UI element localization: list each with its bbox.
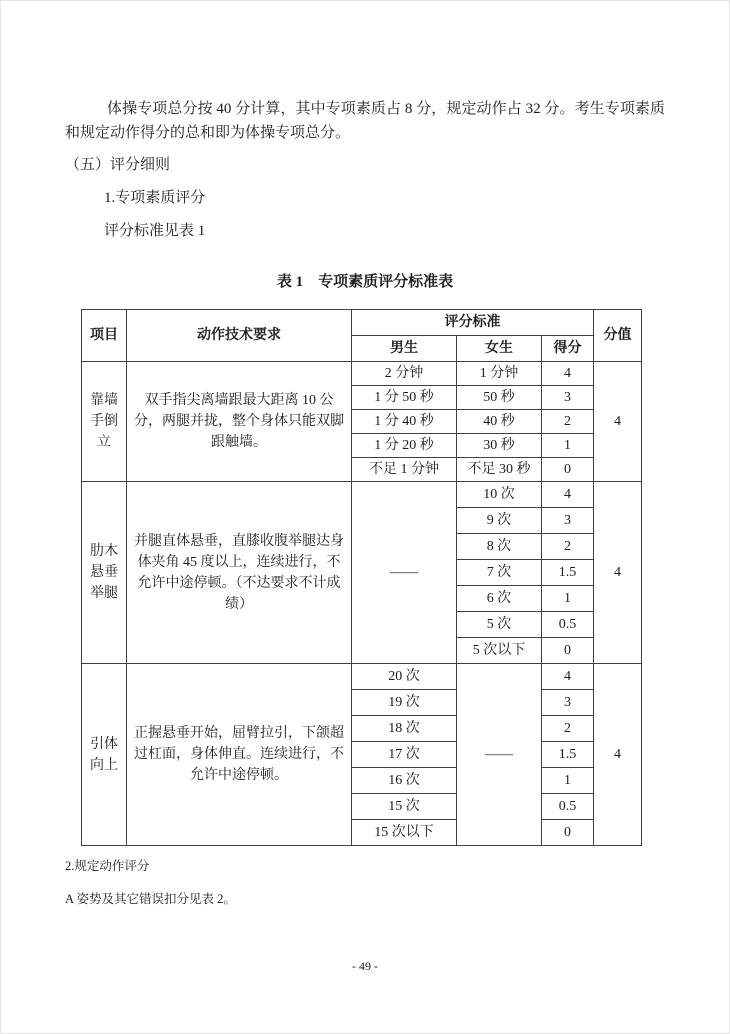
cell-female: 6 次	[457, 586, 542, 612]
footnotes	[65, 858, 665, 907]
cell-female-merged-dash: ——	[457, 664, 542, 846]
cell-score: 0.5	[542, 612, 594, 638]
cell-points: 4	[594, 664, 642, 846]
intro-paragraph: 体操专项总分按 40 分计算，其中专项素质占 8 分，规定动作占 32 分。考生专项素质和规定动作得分的总和即为体操专项总分。	[65, 101, 665, 141]
cell-score: 3	[542, 690, 594, 716]
cell-item: 靠墙手倒立	[82, 362, 127, 482]
cell-female: 7 次	[457, 560, 542, 586]
cell-female: 9 次	[457, 508, 542, 534]
cell-points: 4	[594, 482, 642, 664]
cell-female: 30 秒	[457, 434, 542, 458]
cell-male: 18 次	[352, 716, 457, 742]
cell-score: 0	[542, 638, 594, 664]
cell-male: 1 分 50 秒	[352, 386, 457, 410]
cell-requirement: 正握悬垂开始，屈臂拉引，下颌超过杠面，身体伸直。连续进行，不允许中途停顿。	[127, 664, 352, 846]
cell-female: 10 次	[457, 482, 542, 508]
table-container	[81, 309, 665, 846]
cell-male: 19 次	[352, 690, 457, 716]
cell-points: 4	[594, 362, 642, 482]
scoring-standards-table	[81, 309, 642, 846]
table-row	[82, 362, 642, 386]
cell-male: 16 次	[352, 768, 457, 794]
table-header	[82, 310, 642, 362]
sub-item-1-note: 评分标准见表 1	[104, 223, 206, 239]
sub-item-1: 1.专项素质评分	[104, 190, 206, 206]
cell-score: 3	[542, 386, 594, 410]
cell-score: 1.5	[542, 560, 594, 586]
cell-female: 5 次以下	[457, 638, 542, 664]
cell-score: 4	[542, 362, 594, 386]
cell-female: 8 次	[457, 534, 542, 560]
header-standard: 评分标准	[352, 310, 594, 336]
cell-male: 15 次	[352, 794, 457, 820]
section-wall-handstand	[82, 362, 642, 482]
cell-score: 3	[542, 508, 594, 534]
header-requirement: 动作技术要求	[127, 310, 352, 362]
cell-female: 40 秒	[457, 410, 542, 434]
cell-score: 1	[542, 586, 594, 612]
cell-score: 2	[542, 534, 594, 560]
cell-female: 5 次	[457, 612, 542, 638]
cell-score: 0	[542, 820, 594, 846]
cell-male-merged-dash: ——	[352, 482, 457, 664]
header-score: 得分	[542, 336, 594, 362]
cell-female: 1 分钟	[457, 362, 542, 386]
cell-score: 4	[542, 664, 594, 690]
note-posture-errors: A 姿势及其它错误扣分见表 2。	[65, 892, 236, 906]
cell-requirement: 双手指尖离墙跟最大距离 10 公分，两腿并拢，整个身体只能双脚跟触墙。	[127, 362, 352, 482]
cell-score: 4	[542, 482, 594, 508]
section-heading-five: （五）评分细则	[65, 157, 171, 173]
cell-female: 50 秒	[457, 386, 542, 410]
cell-male: 2 分钟	[352, 362, 457, 386]
cell-score: 0.5	[542, 794, 594, 820]
cell-score: 1	[542, 768, 594, 794]
cell-requirement: 并腿直体悬垂，直膝收腹举腿达身体夹角 45 度以上，连续进行，不允许中途停顿。（不达要求不计成绩）	[127, 482, 352, 664]
cell-item: 肋木悬垂举腿	[82, 482, 127, 664]
table-title: 表 1 专项素质评分标准表	[276, 274, 454, 290]
table-row	[82, 482, 642, 508]
page-number: - 49 -	[352, 959, 378, 973]
header-item: 项目	[82, 310, 127, 362]
cell-score: 2	[542, 716, 594, 742]
note-regulated-actions: 2.规定动作评分	[65, 859, 150, 873]
cell-male: 17 次	[352, 742, 457, 768]
cell-score: 1.5	[542, 742, 594, 768]
cell-score: 0	[542, 458, 594, 482]
header-female: 女生	[457, 336, 542, 362]
cell-male: 15 次以下	[352, 820, 457, 846]
cell-item: 引体向上	[82, 664, 127, 846]
document-content	[1, 1, 729, 907]
section-hanging-leg-raise	[82, 482, 642, 664]
cell-female: 不足 30 秒	[457, 458, 542, 482]
cell-male: 20 次	[352, 664, 457, 690]
header-points: 分值	[594, 310, 642, 362]
cell-male: 1 分 40 秒	[352, 410, 457, 434]
section-pull-ups	[82, 664, 642, 846]
cell-male: 不足 1 分钟	[352, 458, 457, 482]
cell-score: 1	[542, 434, 594, 458]
table-row	[82, 664, 642, 690]
header-male: 男生	[352, 336, 457, 362]
header-row-1	[82, 310, 642, 336]
cell-male: 1 分 20 秒	[352, 434, 457, 458]
cell-score: 2	[542, 410, 594, 434]
